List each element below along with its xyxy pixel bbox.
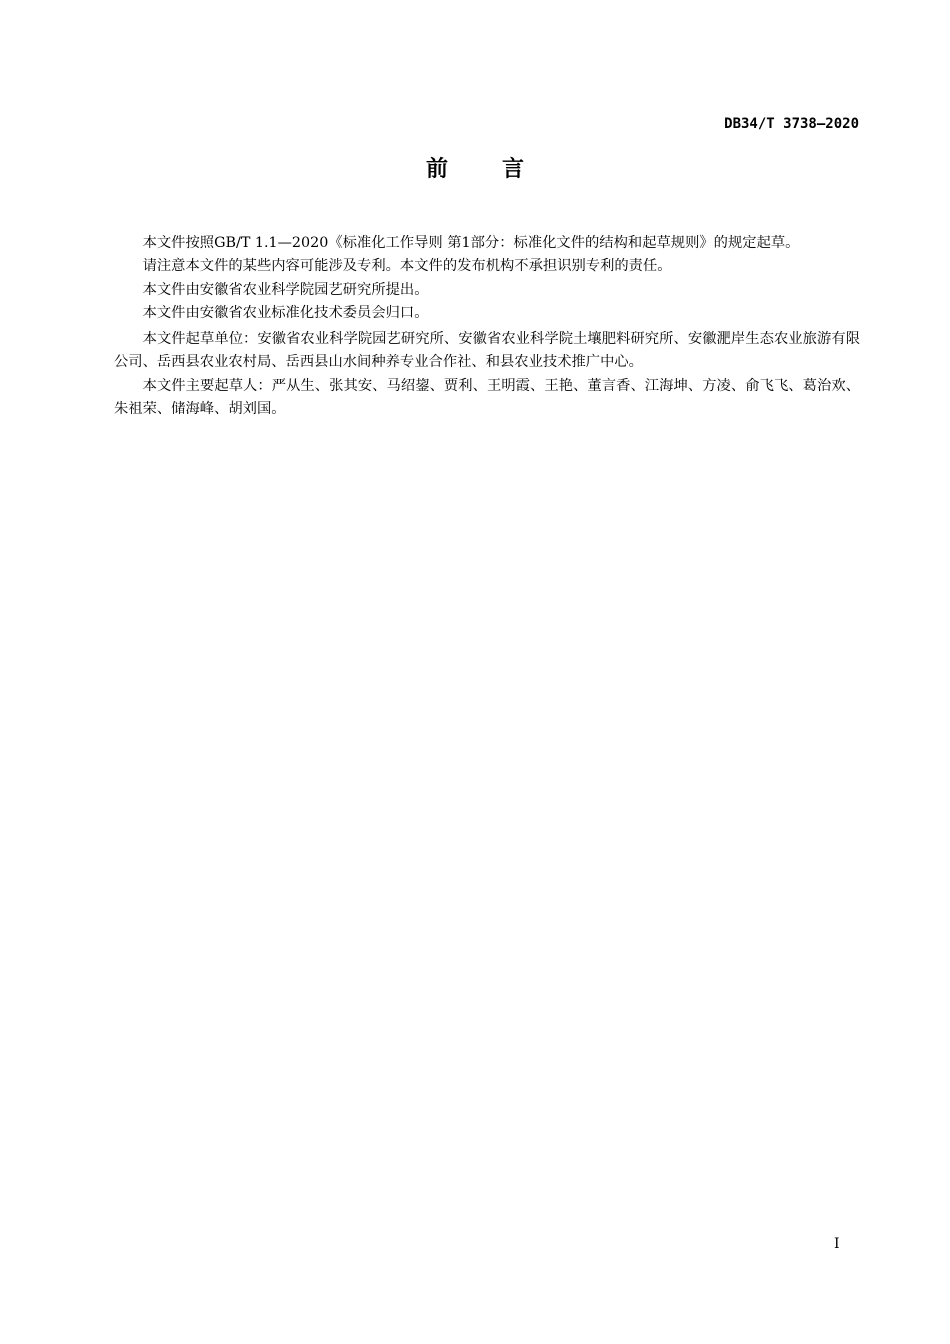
document-code: DB34/T 3738—2020: [724, 116, 859, 132]
foreword-body: [114, 232, 860, 421]
paragraph-patent-notice: 请注意本文件的某些内容可能涉及专利。本文件的发布机构不承担识别专利的责任。: [142, 258, 672, 275]
paragraph-responsible-committee: 本文件由安徽省农业标准化技术委员会归口。: [142, 304, 429, 321]
page-title-char-2: 言: [502, 157, 525, 182]
page-number: I: [834, 1236, 840, 1252]
paragraph-proposer: 本文件由安徽省农业科学院园艺研究所提出。: [142, 281, 429, 298]
paragraph-drafting-units: 本文件起草单位：安徽省农业科学院园艺研究所、安徽省农业科学院土壤肥料研究所、安徽淝岸生态农业旅游有限公司、岳西县农业农村局、岳西县山水间种养专业合作社、和县农业技术推广中心。: [114, 331, 860, 371]
paragraph-drafters: 本文件主要起草人：严从生、张其安、马绍鋆、贾利、王明霞、王艳、董言香、江海坤、方凌、俞飞飞、葛治欢、朱祖荣、储海峰、胡刘国。: [114, 377, 860, 418]
paragraph-drafting-basis: 本文件按照GB/T 1.1—2020《标准化工作导则 第1部分：标准化文件的结构和起草规则》的规定起草。: [142, 235, 800, 251]
page-title-char-1: 前: [425, 157, 448, 182]
page-title: [0, 152, 950, 188]
